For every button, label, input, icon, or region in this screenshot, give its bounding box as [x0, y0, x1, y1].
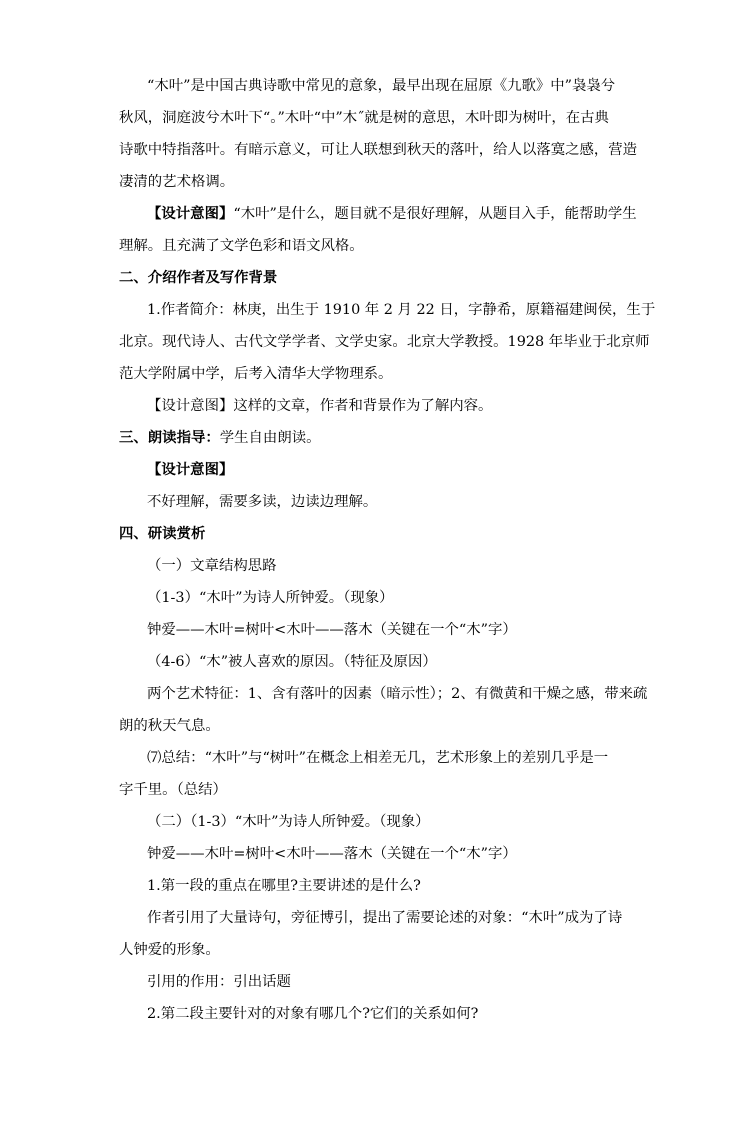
section-heading-line: [119, 428, 321, 448]
subsection-heading: （二）（1-3）“木叶”为诗人所钟爱。（现象）: [147, 814, 430, 830]
paragraph-line: 字千里。（总结）: [119, 782, 227, 798]
section-heading: 四、研读赏析: [119, 526, 206, 542]
paragraph-line: 秋风，洞庭波兮木叶下“。”木叶“中”木˝就是树的意思，木叶即为树叶，在古典: [119, 110, 609, 126]
paragraph-line: “木叶”是中国古典诗歌中常见的意象，最早出现在屈原《九歌》中”袅袅兮: [147, 78, 616, 94]
design-intent-paragraph: 【设计意图】这样的文章，作者和背景作为了解内容。: [147, 398, 493, 414]
paragraph-line: 两个艺术特征：1、含有落叶的因素（暗示性）；2、有微黄和干燥之感，带来疏: [147, 686, 648, 702]
paragraph-line: 1.作者简介：林庚，出生于 1910 年 2 月 22 日，字静希，原籍福建闽侯，生于: [147, 302, 656, 318]
design-intent-text: “木叶”是什么，题目就不是很好理解，从题目入手，能帮助学生: [233, 206, 637, 222]
subsection-heading: （一）文章结构思路: [147, 558, 277, 574]
paragraph-line: 不好理解，需要多读，边读边理解。: [147, 494, 378, 510]
paragraph-line: 钟爱——木叶=树叶<木叶——落木（关键在一个“木”字）: [147, 622, 517, 638]
paragraph-line: （1-3）“木叶”为诗人所钟爱。（现象）: [147, 590, 394, 606]
paragraph-line: 引用的作用：引出话题: [147, 974, 291, 990]
paragraph-line: 凄清的艺术格调。: [119, 174, 235, 190]
paragraph-line: 范大学附属中学，后考入清华大学物理系。: [119, 366, 393, 382]
paragraph-line: 朗的秋天气息。: [119, 718, 220, 734]
section-heading: 三、朗读指导：: [119, 430, 220, 446]
paragraph-line: 人钟爱的形象。: [119, 942, 220, 958]
question-line: 1.第一段的重点在哪里?主要讲述的是什么?: [147, 878, 421, 894]
section-heading-text: 学生自由朗读。: [219, 430, 321, 446]
paragraph-line: 北京。现代诗人、古代文学学者、文学史家。北京大学教授。1928 年毕业于北京师: [119, 334, 650, 350]
paragraph-line: 作者引用了大量诗句，旁征博引，提出了需要论述的对象：“木叶”成为了诗: [147, 910, 623, 926]
paragraph-line: 钟爱——木叶=树叶<木叶——落木（关键在一个“木”字）: [147, 846, 517, 862]
paragraph-line: （4-6）“木”被人喜欢的原因。（特征及原因）: [147, 654, 437, 670]
paragraph-line: 诗歌中特指落叶。有暗示意义，可让人联想到秋天的落叶，给人以落寞之感，营造: [119, 142, 638, 158]
design-intent-label: 【设计意图】: [147, 462, 234, 478]
question-line: 2.第二段主要针对的对象有哪几个?它们的关系如何?: [147, 1006, 479, 1022]
paragraph-line: 理解。且充满了文学色彩和语文风格。: [119, 238, 364, 254]
design-intent-paragraph: [147, 204, 637, 224]
section-heading: 二、介绍作者及写作背景: [119, 270, 278, 286]
design-intent-label: 【设计意图】: [147, 206, 234, 222]
paragraph-line: ⑺总结：“木叶”与“树叶”在概念上相差无几，艺术形象上的差别几乎是一: [147, 750, 609, 766]
